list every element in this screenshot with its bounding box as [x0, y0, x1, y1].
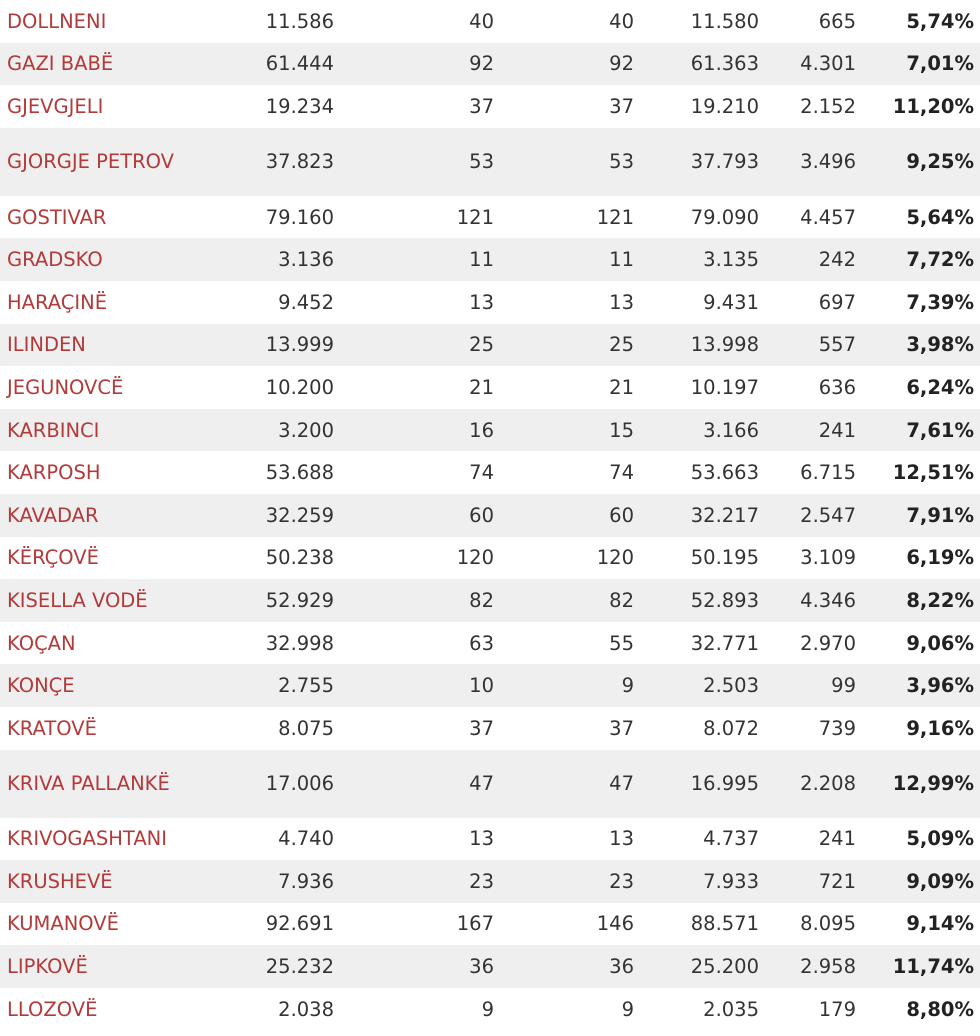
processed-stations-cell: 60 — [500, 494, 640, 537]
processed-stations-cell: 74 — [609, 461, 634, 485]
polling-stations-cell: 92 — [340, 43, 500, 86]
municipality-cell — [0, 85, 210, 128]
polling-stations-cell: 9 — [481, 997, 494, 1021]
votes-count-cell: 3.496 — [765, 128, 862, 196]
processed-stations-cell: 9 — [500, 664, 640, 707]
percentage-cell: 8,80% — [906, 997, 974, 1021]
municipality-cell — [0, 750, 210, 818]
processed-stations-cell: 37 — [609, 716, 634, 740]
table-row — [0, 707, 980, 750]
percentage-cell: 7,61% — [862, 409, 980, 452]
table-row — [0, 366, 980, 409]
municipality-cell — [0, 0, 210, 43]
votes-count-cell: 2.208 — [765, 750, 862, 818]
table-row — [0, 988, 980, 1031]
table-row — [0, 451, 980, 494]
municipality-cell — [0, 196, 210, 239]
processed-stations-cell: 40 — [609, 9, 634, 33]
registered-voters-cell: 9.452 — [278, 290, 334, 314]
percentage-cell: 7,01% — [862, 43, 980, 86]
percentage-cell: 8,22% — [862, 579, 980, 622]
processed-voters-cell: 11.580 — [690, 9, 759, 33]
votes-count-cell: 8.095 — [800, 912, 856, 936]
votes-count-cell: 179 — [818, 997, 856, 1021]
registered-voters-cell: 8.075 — [278, 716, 334, 740]
processed-voters-cell: 19.210 — [690, 94, 759, 118]
table-row — [0, 494, 980, 537]
votes-count-cell: 721 — [765, 860, 862, 903]
polling-stations-cell: 13 — [469, 290, 494, 314]
processed-stations-cell: 146 — [596, 912, 634, 936]
processed-stations-cell: 23 — [500, 860, 640, 903]
processed-stations-cell: 121 — [596, 205, 634, 229]
registered-voters-cell: 50.238 — [265, 546, 334, 570]
municipality-cell — [0, 537, 210, 580]
processed-stations-cell: 55 — [609, 631, 634, 655]
municipality-link[interactable]: LIPKOVË — [7, 955, 88, 979]
table-row — [0, 537, 980, 580]
percentage-cell: 9,09% — [862, 860, 980, 903]
votes-count-cell: 697 — [818, 290, 856, 314]
polling-stations-cell: 37 — [469, 716, 494, 740]
municipality-cell — [0, 366, 210, 409]
municipality-link[interactable]: DOLLNENI — [7, 9, 107, 33]
registered-voters-cell: 10.200 — [265, 375, 334, 399]
table-row — [0, 85, 980, 128]
polling-stations-cell: 11 — [340, 238, 500, 281]
municipality-link[interactable]: GOSTIVAR — [7, 205, 107, 229]
polling-stations-cell: 74 — [469, 461, 494, 485]
processed-voters-cell: 61.363 — [640, 43, 765, 86]
registered-voters-cell: 19.234 — [265, 94, 334, 118]
municipality-link[interactable]: KARPOSH — [7, 461, 101, 485]
table-row — [0, 945, 980, 988]
municipality-link[interactable]: HARAÇINË — [7, 290, 108, 314]
municipality-link[interactable]: JEGUNOVCË — [7, 375, 124, 399]
municipality-link[interactable]: LLOZOVË — [7, 997, 98, 1021]
processed-voters-cell: 52.893 — [640, 579, 765, 622]
registered-voters-cell: 13.999 — [210, 324, 340, 367]
percentage-cell: 9,06% — [906, 631, 974, 655]
registered-voters-cell: 32.998 — [265, 631, 334, 655]
registered-voters-cell: 11.586 — [265, 9, 334, 33]
table-row — [0, 750, 980, 818]
polling-stations-cell: 120 — [456, 546, 494, 570]
municipality-cell — [0, 988, 210, 1031]
polling-stations-cell: 47 — [340, 750, 500, 818]
processed-voters-cell: 16.995 — [640, 750, 765, 818]
municipality-cell — [0, 494, 210, 537]
percentage-cell: 5,09% — [906, 827, 974, 851]
municipality-cell — [0, 903, 210, 946]
votes-count-cell: 4.346 — [765, 579, 862, 622]
percentage-cell: 5,64% — [906, 205, 974, 229]
polling-stations-cell: 82 — [340, 579, 500, 622]
municipality-link[interactable]: KRIVOGASHTANI — [7, 827, 167, 851]
polling-stations-cell: 16 — [340, 409, 500, 452]
registered-voters-cell: 17.006 — [210, 750, 340, 818]
processed-voters-cell: 9.431 — [703, 290, 759, 314]
table-row — [0, 128, 980, 196]
table-row — [0, 818, 980, 861]
table-row — [0, 903, 980, 946]
municipality-link[interactable]: KOÇAN — [7, 631, 76, 655]
registered-voters-cell: 4.740 — [278, 827, 334, 851]
registered-voters-cell: 7.936 — [210, 860, 340, 903]
polling-stations-cell: 121 — [456, 205, 494, 229]
votes-count-cell: 2.152 — [800, 94, 856, 118]
polling-stations-cell: 40 — [469, 9, 494, 33]
votes-count-cell: 4.301 — [765, 43, 862, 86]
municipality-cell — [0, 860, 210, 903]
processed-stations-cell: 82 — [500, 579, 640, 622]
processed-voters-cell: 50.195 — [690, 546, 759, 570]
processed-stations-cell: 9 — [621, 997, 634, 1021]
registered-voters-cell: 92.691 — [265, 912, 334, 936]
votes-count-cell: 6.715 — [800, 461, 856, 485]
processed-voters-cell: 2.035 — [703, 997, 759, 1021]
percentage-cell: 9,14% — [906, 912, 974, 936]
processed-voters-cell: 3.135 — [640, 238, 765, 281]
table-row — [0, 238, 980, 281]
votes-count-cell: 241 — [818, 827, 856, 851]
municipality-cell — [0, 707, 210, 750]
municipality-cell — [0, 451, 210, 494]
municipality-cell — [0, 128, 210, 196]
registered-voters-cell: 3.200 — [210, 409, 340, 452]
table-row — [0, 281, 980, 324]
table-row — [0, 0, 980, 43]
registered-voters-cell: 52.929 — [210, 579, 340, 622]
processed-voters-cell: 8.072 — [703, 716, 759, 740]
registered-voters-cell: 61.444 — [210, 43, 340, 86]
processed-stations-cell: 25 — [500, 324, 640, 367]
percentage-cell: 5,74% — [906, 9, 974, 33]
table-row — [0, 664, 980, 707]
municipality-link[interactable]: KËRÇOVË — [7, 546, 99, 570]
processed-voters-cell: 3.166 — [640, 409, 765, 452]
municipality-cell — [0, 818, 210, 861]
polling-stations-cell: 21 — [469, 375, 494, 399]
votes-count-cell: 242 — [765, 238, 862, 281]
votes-count-cell: 3.109 — [800, 546, 856, 570]
municipality-cell — [0, 238, 210, 281]
processed-voters-cell: 7.933 — [640, 860, 765, 903]
processed-stations-cell: 92 — [500, 43, 640, 86]
votes-count-cell: 2.970 — [800, 631, 856, 655]
processed-voters-cell: 2.503 — [640, 664, 765, 707]
votes-count-cell: 2.958 — [765, 945, 862, 988]
municipality-link[interactable]: GJEVGJELI — [7, 94, 104, 118]
municipality-link[interactable]: ILINDEN — [7, 333, 86, 357]
votes-count-cell: 99 — [765, 664, 862, 707]
table-row — [0, 579, 980, 622]
municipality-cell — [0, 409, 210, 452]
votes-count-cell: 4.457 — [800, 205, 856, 229]
polling-stations-cell: 25 — [340, 324, 500, 367]
processed-voters-cell: 10.197 — [690, 375, 759, 399]
registered-voters-cell: 2.755 — [210, 664, 340, 707]
polling-stations-cell: 36 — [340, 945, 500, 988]
processed-voters-cell: 32.217 — [640, 494, 765, 537]
processed-stations-cell: 15 — [500, 409, 640, 452]
municipality-link[interactable]: KARBINCI — [7, 418, 100, 442]
percentage-cell: 9,25% — [862, 128, 980, 196]
municipality-link[interactable]: KUMANOVË — [7, 912, 119, 936]
municipality-link[interactable]: KRUSHEVË — [7, 869, 113, 893]
percentage-cell: 11,20% — [892, 94, 974, 118]
processed-stations-cell: 21 — [609, 375, 634, 399]
municipality-cell — [0, 281, 210, 324]
municipality-cell — [0, 579, 210, 622]
table-row — [0, 196, 980, 239]
municipality-cell — [0, 622, 210, 665]
table-row — [0, 324, 980, 367]
percentage-cell: 12,51% — [892, 461, 974, 485]
polling-stations-cell: 37 — [469, 94, 494, 118]
percentage-cell: 7,91% — [862, 494, 980, 537]
votes-count-cell: 241 — [765, 409, 862, 452]
processed-voters-cell: 37.793 — [640, 128, 765, 196]
municipality-link[interactable]: KRATOVË — [7, 716, 97, 740]
votes-count-cell: 2.547 — [765, 494, 862, 537]
votes-count-cell: 557 — [765, 324, 862, 367]
processed-stations-cell: 36 — [500, 945, 640, 988]
percentage-cell: 7,72% — [862, 238, 980, 281]
processed-voters-cell: 4.737 — [703, 827, 759, 851]
processed-voters-cell: 32.771 — [690, 631, 759, 655]
processed-stations-cell: 47 — [500, 750, 640, 818]
processed-voters-cell: 13.998 — [640, 324, 765, 367]
municipality-link[interactable]: GJORGJE PETROV — [7, 150, 175, 174]
municipality-link[interactable]: KONÇE — [7, 674, 75, 698]
municipality-cell — [0, 945, 210, 988]
registered-voters-cell: 53.688 — [265, 461, 334, 485]
registered-voters-cell: 25.232 — [210, 945, 340, 988]
table-row — [0, 43, 980, 86]
percentage-cell: 6,24% — [906, 375, 974, 399]
percentage-cell: 3,98% — [862, 324, 980, 367]
votes-count-cell: 739 — [818, 716, 856, 740]
municipality-link[interactable]: GRADSKO — [7, 248, 103, 272]
municipality-link[interactable]: KISELLA VODË — [7, 588, 148, 612]
processed-stations-cell: 11 — [500, 238, 640, 281]
percentage-cell: 12,99% — [862, 750, 980, 818]
percentage-cell: 9,16% — [906, 716, 974, 740]
votes-count-cell: 665 — [818, 9, 856, 33]
processed-voters-cell: 79.090 — [690, 205, 759, 229]
processed-stations-cell: 13 — [609, 827, 634, 851]
percentage-cell: 3,96% — [862, 664, 980, 707]
municipality-cell — [0, 664, 210, 707]
processed-stations-cell: 53 — [500, 128, 640, 196]
municipality-link[interactable]: GAZI BABË — [7, 52, 114, 76]
registered-voters-cell: 2.038 — [278, 997, 334, 1021]
processed-voters-cell: 88.571 — [690, 912, 759, 936]
registered-voters-cell: 3.136 — [210, 238, 340, 281]
processed-stations-cell: 13 — [609, 290, 634, 314]
municipality-link[interactable]: KRIVA PALLANKË — [7, 772, 170, 795]
municipality-cell — [0, 43, 210, 86]
percentage-cell: 11,74% — [862, 945, 980, 988]
registered-voters-cell: 79.160 — [265, 205, 334, 229]
polling-stations-cell: 63 — [469, 631, 494, 655]
processed-stations-cell: 37 — [609, 94, 634, 118]
municipality-link[interactable]: KAVADAR — [7, 503, 99, 527]
table-row — [0, 409, 980, 452]
votes-count-cell: 636 — [818, 375, 856, 399]
polling-stations-cell: 23 — [340, 860, 500, 903]
municipality-cell — [0, 324, 210, 367]
percentage-cell: 7,39% — [906, 290, 974, 314]
polling-stations-cell: 60 — [340, 494, 500, 537]
table-row — [0, 860, 980, 903]
table-row — [0, 622, 980, 665]
polling-stations-cell: 53 — [340, 128, 500, 196]
polling-stations-cell: 13 — [469, 827, 494, 851]
polling-stations-cell: 167 — [456, 912, 494, 936]
processed-stations-cell: 120 — [596, 546, 634, 570]
registered-voters-cell: 37.823 — [210, 128, 340, 196]
processed-voters-cell: 25.200 — [640, 945, 765, 988]
processed-voters-cell: 53.663 — [690, 461, 759, 485]
polling-stations-cell: 10 — [340, 664, 500, 707]
percentage-cell: 6,19% — [906, 546, 974, 570]
registered-voters-cell: 32.259 — [210, 494, 340, 537]
